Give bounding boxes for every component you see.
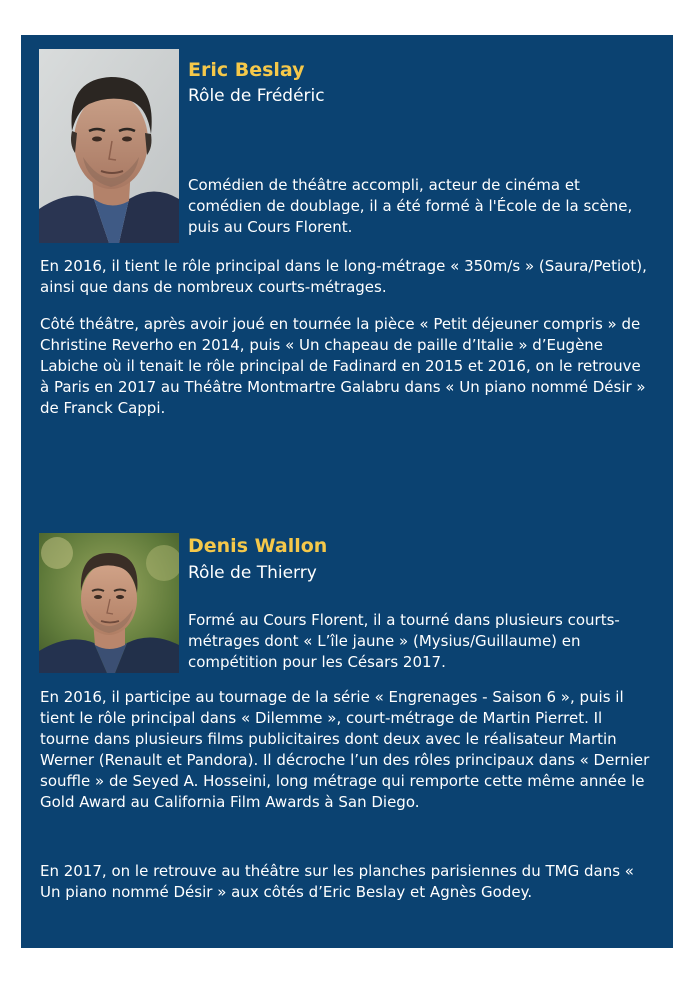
actor-name: Eric Beslay: [188, 59, 305, 81]
denis-wallon-portrait: [39, 533, 179, 673]
actor-bio-paragraph: Côté théâtre, après avoir joué en tournée la pièce « Petit déjeuner compris » de Christine Reverho en 2014, puis « Un chapeau de paille d’Italie » d’Eugène Labiche où il tenait le rôle principal de Fadinard en 2015 et 2016, on le retrouve à Paris en 2017 au Théâtre Montmartre Galabru dans « Un piano nommé Désir » de Franck Cappi.: [40, 315, 646, 417]
eric-beslay-portrait: [39, 49, 179, 243]
actor-role: Rôle de Thierry: [188, 563, 317, 583]
actor-name: Denis Wallon: [188, 535, 328, 557]
actor-bio-paragraph: En 2016, il participe au tournage de la série « Engrenages - Saison 6 », puis il tient le rôle principal dans « Dilemme », court-métrage de Martin Pierret. Il tourne dans plusieurs films publicitaires dont deux avec le réalisateur Martin Werner (Renault et Pandora). Il décroche l’un des rôles principaux dans « Dernier souffle » de Seyed A. Hosseini, long métrage qui remporte cette même année le Gold Award au California Film Awards à San Diego.: [40, 688, 650, 811]
actor-bio-paragraph: En 2017, on le retrouve au théâtre sur les planches parisiennes du TMG dans « Un piano nommé Désir » aux côtés d’Eric Beslay et Agnès Godey.: [40, 862, 634, 901]
actor-bio-paragraph: En 2016, il tient le rôle principal dans le long-métrage « 350m/s » (Saura/Petiot), ainsi que dans de nombreux courts-métrages.: [40, 257, 647, 296]
actor-bio-intro: Comédien de théâtre accompli, acteur de cinéma et comédien de doublage, il a été formé à l'École de la scène, puis au Cours Florent.: [188, 176, 633, 236]
actor-bio-intro: Formé au Cours Florent, il a tourné dans plusieurs courts-métrages dont « L’île jaune » (Mysius/Guillaume) en compétition pour les Césars 2017.: [188, 611, 620, 671]
actor-role: Rôle de Frédéric: [188, 86, 325, 106]
actor-bio-panel: [21, 35, 673, 948]
